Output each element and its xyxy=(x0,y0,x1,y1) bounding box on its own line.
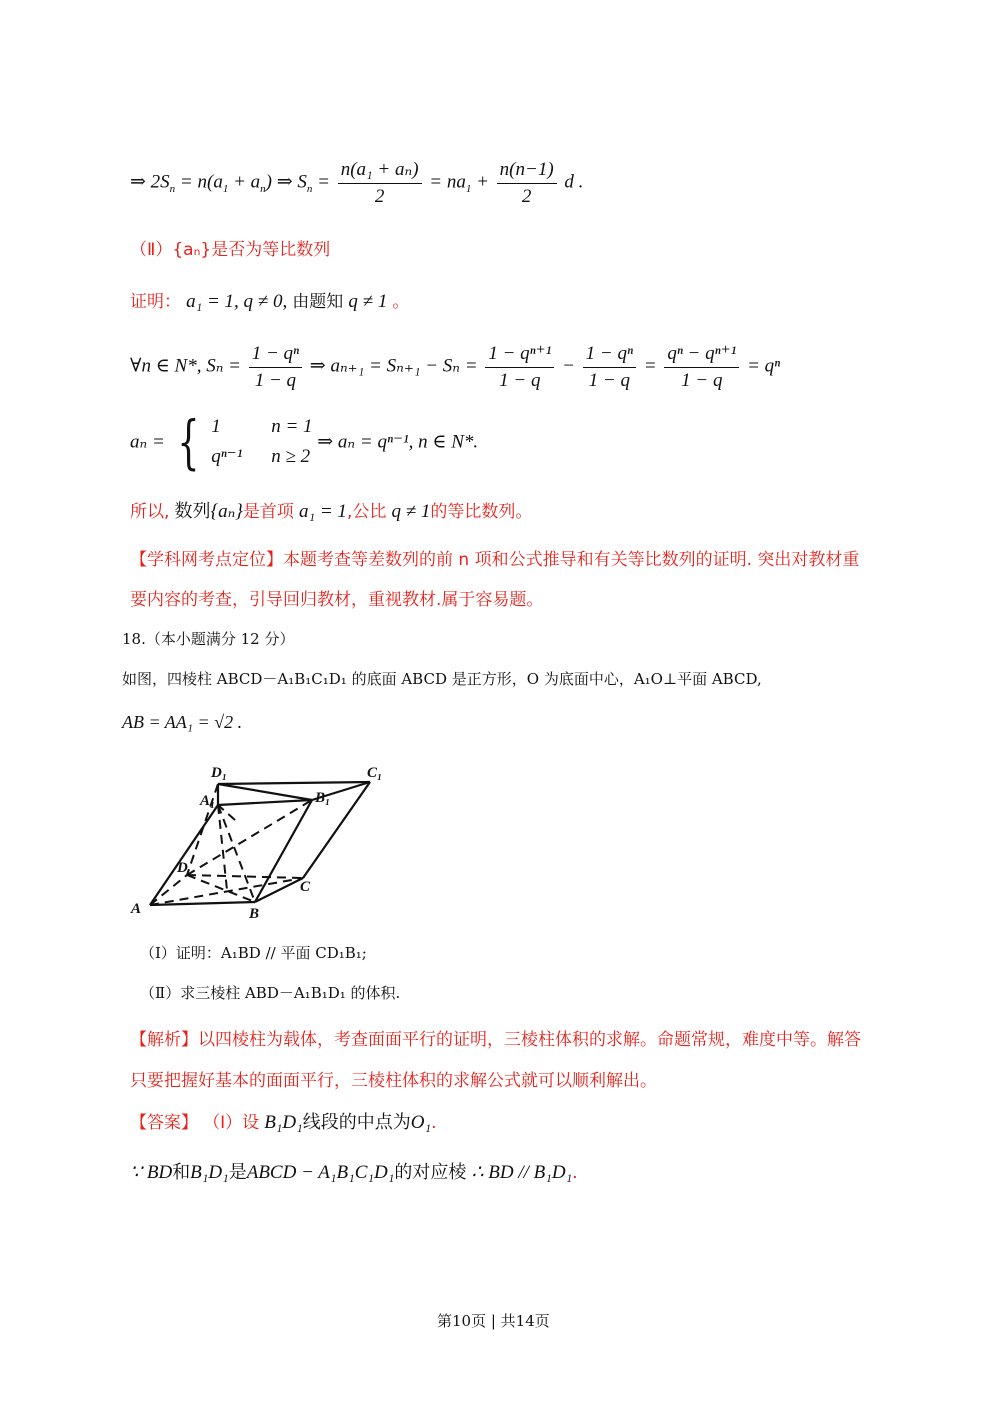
answer-part: （Ⅰ）设 xyxy=(203,1113,260,1133)
eq-part: = xyxy=(312,171,330,193)
fraction xyxy=(497,159,557,208)
conclusion-math: q ≠ 1 xyxy=(391,501,431,522)
math-part: B₁D₁ xyxy=(190,1162,229,1183)
answer-end: . xyxy=(431,1113,437,1133)
parallel-line xyxy=(130,1158,578,1184)
eq-part: = na xyxy=(429,171,466,193)
answer-text: 线段的中点为 xyxy=(302,1112,411,1133)
cases xyxy=(211,412,312,472)
label-a1: A₁ xyxy=(200,793,216,809)
left-brace: { xyxy=(176,408,200,476)
edge-a1a xyxy=(150,805,218,905)
question-18-sub1: （Ⅰ）证明：A₁BD // 平面 CD₁B₁; xyxy=(140,944,367,962)
answer-line xyxy=(130,1108,436,1134)
question-18-header: 18.（本小题满分 12 分） xyxy=(122,630,295,648)
math-part: ∵ BD xyxy=(130,1162,173,1183)
numerator: qⁿ − qⁿ⁺¹ xyxy=(664,342,739,368)
eq-part: + xyxy=(471,171,489,193)
edge-a1b1 xyxy=(218,800,312,805)
conclusion-math: a₁ = 1 xyxy=(299,501,347,522)
label-d1: D₁ xyxy=(211,765,228,781)
conclusion-math: {aₙ} xyxy=(210,501,243,522)
eq-part: ⇒ aₙ = qⁿ⁻¹, n ∈ N*. xyxy=(317,431,479,453)
proof-math: q ≠ 1 xyxy=(348,291,388,312)
conclusion-text: 是首项 xyxy=(242,502,294,522)
proof-text: 由题知 xyxy=(292,292,344,312)
denominator: 1 − q xyxy=(681,370,723,391)
edge-a1o-hidden xyxy=(218,805,227,890)
denominator: 1 − q xyxy=(254,369,297,391)
eq-sub: n xyxy=(306,183,313,196)
eq-part: = qⁿ xyxy=(747,355,781,377)
conclusion-text: 的等比数列。 xyxy=(430,502,533,522)
eq-sub: n xyxy=(260,183,266,196)
label-b: B xyxy=(249,906,260,922)
question-18-sub2: （Ⅱ）求三棱柱 ABD－A₁B₁D₁ 的体积. xyxy=(140,984,401,1002)
prism-figure xyxy=(125,760,395,925)
case-value: qⁿ⁻¹ xyxy=(211,446,243,467)
note-kaodian-line2: 要内容的考查，引导回归教材，重视教材.属于容易题。 xyxy=(130,590,544,610)
equation-sum-arithmetic xyxy=(130,158,583,208)
label-d: D xyxy=(177,860,188,876)
part-2-title: （Ⅱ）{aₙ}是否为等比数列 xyxy=(130,240,331,260)
denominator: 2 xyxy=(374,186,385,207)
proof-end: 。 xyxy=(392,292,410,312)
analysis-line1: 【解析】以四棱柱为载体，考查面面平行的证明，三棱柱体积的求解。命题常规，难度中等。解答 xyxy=(130,1030,861,1050)
case-condition: n ≥ 2 xyxy=(271,446,311,467)
answer-label: 【答案】 xyxy=(130,1113,198,1133)
edge-db1-hidden xyxy=(187,800,312,875)
text-part: 是 xyxy=(228,1162,247,1183)
edge-c1c xyxy=(303,782,370,878)
proof-line xyxy=(130,287,409,313)
eq-part: aₙ = xyxy=(130,431,165,453)
eq-part: − xyxy=(562,355,575,377)
numerator: 1 − qⁿ⁺¹ xyxy=(485,342,554,368)
eq-part: ⇒ aₙ₊₁ = Sₙ₊₁ − Sₙ = xyxy=(309,355,478,377)
fraction xyxy=(583,343,636,392)
text-part: 的对应棱 xyxy=(394,1162,467,1183)
numerator: 1 − qⁿ xyxy=(583,343,636,368)
case-condition: n = 1 xyxy=(271,416,313,437)
eq-part: + a xyxy=(228,171,261,193)
eq-part: ) ⇒ S xyxy=(265,171,307,193)
eq-part: ⇒ 2S xyxy=(130,171,170,193)
label-a: A xyxy=(131,901,142,917)
eq-sub: n xyxy=(169,183,176,196)
fraction xyxy=(249,343,302,392)
conclusion-text: 所以, xyxy=(130,502,170,522)
question-18-line1: 如图，四棱柱 ABCD－A₁B₁C₁D₁ 的底面 ABCD 是正方形，O 为底面中心，A₁O⊥平面 ABCD, xyxy=(122,670,762,688)
eq-sub: 1 xyxy=(222,183,229,196)
proof-label: 证明： xyxy=(130,292,181,312)
eq-sub: 1 xyxy=(465,183,472,196)
text-part: . xyxy=(572,1163,578,1183)
math-part: ∴ BD // B₁D₁ xyxy=(471,1162,573,1183)
edge-d1b1 xyxy=(218,784,312,800)
conclusion-line xyxy=(130,497,532,523)
text-part: 和 xyxy=(172,1162,191,1183)
conclusion-text: 数列 xyxy=(174,501,211,522)
numerator: 1 − qⁿ xyxy=(249,343,302,368)
eq-part: = n(a xyxy=(179,171,223,193)
equation-geometric-sum xyxy=(130,342,780,392)
label-c1: C₁ xyxy=(367,765,383,781)
denominator: 1 − q xyxy=(588,369,630,391)
fraction xyxy=(338,158,422,208)
analysis-line2: 只要把握好基本的面面平行，三棱柱体积的求解公式就可以顺利解出。 xyxy=(130,1071,657,1091)
conclusion-text: ,公比 xyxy=(346,502,387,522)
equation-piecewise xyxy=(130,408,479,476)
label-c: C xyxy=(300,879,311,895)
numerator: n(a₁ + aₙ) xyxy=(338,158,422,184)
eq-part: ∀n ∈ N*, Sₙ = xyxy=(130,355,241,377)
note-kaodian-line1: 【学科网考点定位】本题考查等差数列的前 n 项和公式推导和有关等比数列的证明. 突出对教材重 xyxy=(130,550,860,570)
label-b1: B₁ xyxy=(315,790,331,806)
denominator: 2 xyxy=(521,185,532,207)
case-value: 1 xyxy=(211,416,221,437)
question-18-line2: AB = AA₁ = √2 . xyxy=(122,712,243,732)
proof-math: a₁ = 1, q ≠ 0, xyxy=(186,291,288,312)
page-footer: 第10页 | 共14页 xyxy=(437,1312,550,1330)
fraction xyxy=(485,342,554,392)
eq-part: d . xyxy=(564,171,584,193)
answer-math: O₁ xyxy=(410,1112,432,1133)
denominator: 1 − q xyxy=(499,370,541,391)
eq-part: = xyxy=(643,355,657,377)
answer-math: B₁D₁ xyxy=(264,1112,303,1133)
math-part: ABCD − A₁B₁C₁D₁ xyxy=(246,1162,395,1183)
fraction xyxy=(664,342,739,392)
edge-d1c1 xyxy=(218,782,370,784)
numerator: n(n−1) xyxy=(497,159,557,184)
